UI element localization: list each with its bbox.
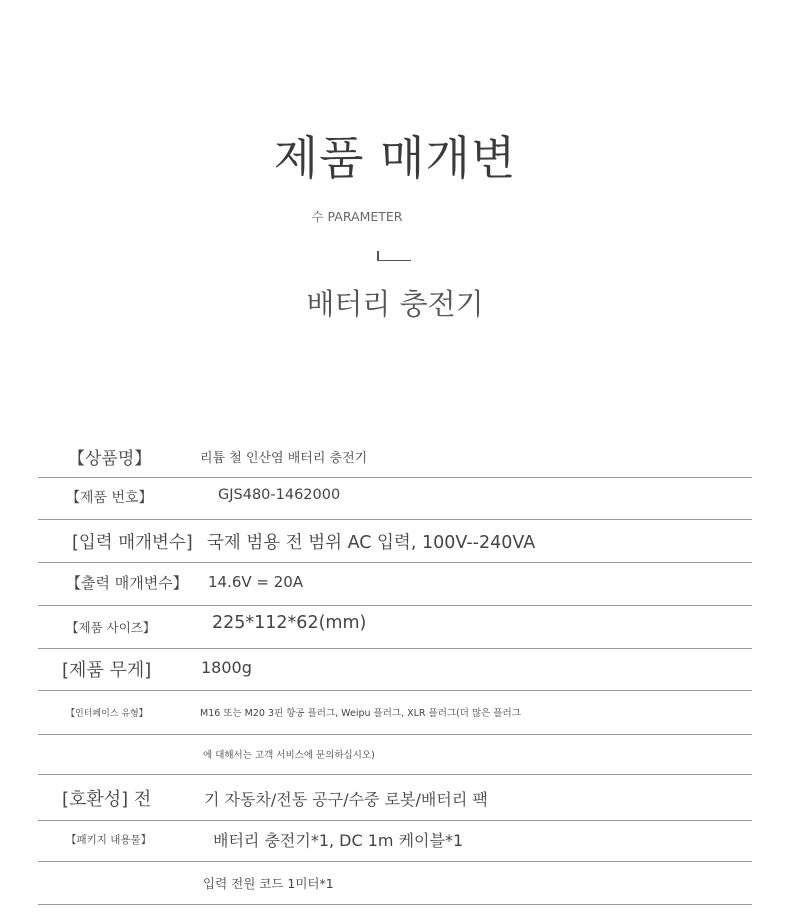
spec-value-product-name: 리튬 철 인산염 배터리 충전기: [200, 451, 368, 466]
spec-value-package: 배터리 충전기*1, DC 1m 케이블*1: [213, 831, 464, 850]
row-divider: [38, 734, 752, 735]
spec-label-product-name: 【상품명】: [68, 449, 152, 469]
row-divider: [38, 648, 752, 649]
spec-value-interface-continued: 에 대해서는 고객 서비스에 문의하십시오): [203, 750, 375, 761]
spec-value-interface: M16 또는 M20 3핀 항공 플러그, Weipu 플러그, XLR 플러그(더 많은 플러그: [200, 708, 521, 719]
spec-value-weight: 1800g: [201, 658, 252, 677]
row-divider: [38, 774, 752, 775]
spec-label-weight: [제품 무게]: [62, 660, 152, 681]
spec-label-size: 【제품 사이즈】: [66, 620, 156, 635]
page-subtitle: 수 PARAMETER: [311, 209, 403, 224]
row-divider: [38, 605, 752, 606]
spec-value-compatibility: 기 자동차/전동 공구/수중 로봇/배터리 팩: [204, 790, 488, 809]
spec-value-input: 국제 범용 전 범위 AC 입력, 100V--240VA: [207, 533, 536, 553]
row-divider: [38, 861, 752, 862]
spec-label-interface: 【인터페이스 유형】: [66, 709, 148, 719]
spec-value-size: 225*112*62(mm): [212, 613, 367, 633]
spec-label-package: 【패키지 내용물】: [66, 834, 152, 846]
row-divider: [38, 820, 752, 821]
spec-label-input: [입력 매개변수]: [72, 533, 193, 553]
spec-label-product-number: 【제품 번호】: [66, 490, 153, 506]
page-title: 제품 매개변: [273, 131, 517, 185]
spec-value-package-continued: 입력 전원 코드 1미터*1: [203, 876, 334, 891]
spec-label-output: 【출력 매개변수】: [66, 574, 188, 592]
spec-value-product-number: GJS480-1462000: [218, 487, 341, 503]
spec-label-compatibility: [호환성] 전: [62, 789, 152, 810]
row-divider: [38, 519, 752, 520]
spec-value-output: 14.6V = 20A: [208, 573, 304, 591]
title-divider: [377, 257, 411, 261]
row-divider: [38, 477, 752, 478]
row-divider: [38, 690, 752, 691]
row-divider: [38, 562, 752, 563]
section-heading: 배터리 충전기: [306, 287, 484, 321]
row-divider: [38, 904, 752, 905]
